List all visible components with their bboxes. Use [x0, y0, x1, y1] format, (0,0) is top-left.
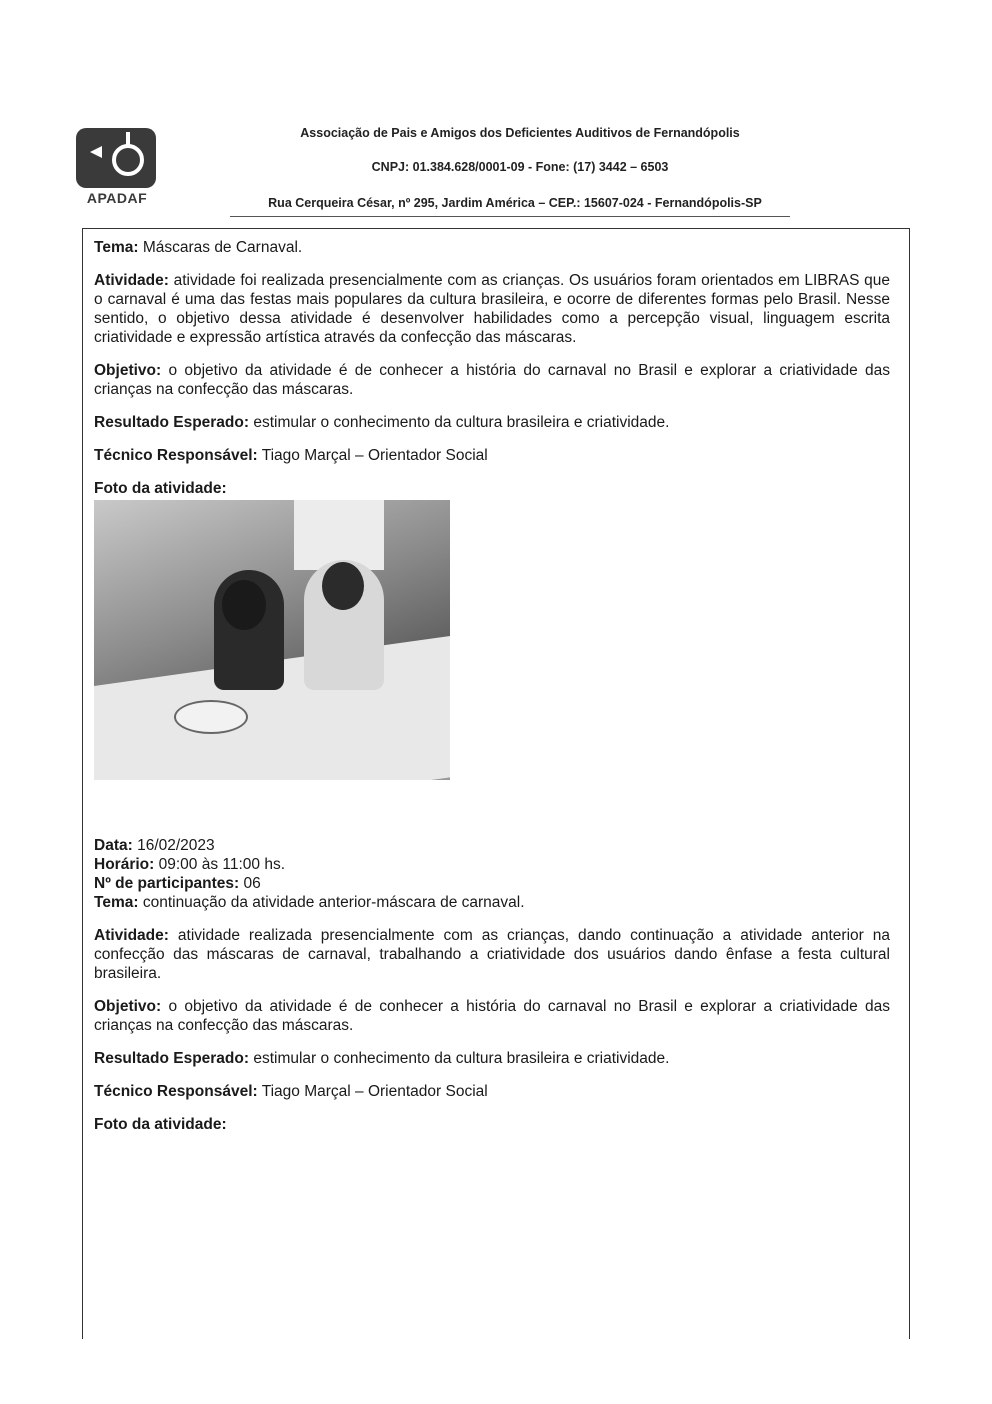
tema-line — [94, 238, 890, 257]
report-content — [94, 238, 890, 1134]
data-line — [94, 836, 890, 855]
tecnico2-label: Técnico Responsável: — [94, 1083, 258, 1100]
header-divider — [230, 216, 790, 217]
participantes-line — [94, 874, 890, 893]
horario-line — [94, 855, 890, 874]
resultado2-line — [94, 1049, 890, 1068]
participantes-label: Nº de participantes: — [94, 875, 240, 892]
atividade-paragraph — [94, 271, 890, 347]
atividade2-label: Atividade: — [94, 927, 169, 944]
tecnico2-line — [94, 1082, 890, 1101]
foto2-label: Foto da atividade: — [94, 1116, 227, 1133]
objetivo-label: Objetivo: — [94, 362, 162, 379]
objetivo-value: o objetivo da atividade é de conhecer a história do carnaval no Brasil e explorar a criatividade das crianças na confecção das máscaras. — [94, 362, 890, 398]
letterhead — [70, 120, 810, 230]
org-cnpj-phone: CNPJ: 01.384.628/0001-09 - Fone: (17) 3442 – 6503 — [371, 160, 669, 174]
logo-text: APADAF — [86, 190, 148, 206]
tema2-line — [94, 893, 890, 912]
horario-label: Horário: — [94, 856, 155, 873]
atividade2-value: atividade realizada presencialmente com as crianças, dando continuação a atividade anterior na confecção das máscaras de carnaval, trabalhando a criatividade dos usuários dando ênfase a festa cultural brasileira. — [94, 927, 890, 982]
resultado2-label: Resultado Esperado: — [94, 1050, 250, 1067]
resultado-label: Resultado Esperado: — [94, 414, 250, 431]
logo-emblem-icon — [76, 128, 156, 188]
atividade-label: Atividade: — [94, 272, 169, 289]
foto-line — [94, 479, 890, 498]
activity-2 — [94, 836, 890, 1134]
resultado-line — [94, 413, 890, 432]
carnival-mask-icon — [174, 700, 248, 734]
tecnico-value: Tiago Marçal – Orientador Social — [257, 447, 488, 464]
tema2-value: continuação da atividade anterior-máscara de carnaval. — [138, 894, 525, 911]
resultado-value: estimular o conhecimento da cultura brasileira e criatividade. — [249, 414, 670, 431]
atividade-value: atividade foi realizada presencialmente com as crianças. Os usuários foram orientados em LIBRAS que o carnaval é uma das festas mais populares da cultura brasileira, e ocorre de diferentes formas pelo Brasil. Nesse sentido, o objetivo dessa atividade é desenvolver habilidades como a percepção visual, linguagem escrita criatividade e expressão artística através da confecção das máscaras. — [94, 272, 890, 346]
tema2-label: Tema: — [94, 894, 139, 911]
tecnico-line — [94, 446, 890, 465]
objetivo2-paragraph — [94, 997, 890, 1035]
tema-value: Máscaras de Carnaval. — [138, 239, 303, 256]
org-name: Associação de Pais e Amigos dos Deficientes Auditivos de Fernandópolis — [300, 126, 740, 140]
tecnico-label: Técnico Responsável: — [94, 447, 258, 464]
tema-label: Tema: — [94, 239, 139, 256]
activity-photo — [94, 500, 450, 780]
apadaf-logo — [70, 128, 162, 208]
objetivo2-label: Objetivo: — [94, 998, 162, 1015]
objetivo2-value: o objetivo da atividade é de conhecer a história do carnaval no Brasil e explorar a criatividade das crianças na confecção das máscaras. — [94, 998, 890, 1034]
horario-value: 09:00 às 11:00 hs. — [154, 856, 285, 873]
resultado2-value: estimular o conhecimento da cultura brasileira e criatividade. — [249, 1050, 670, 1067]
objetivo-paragraph — [94, 361, 890, 399]
atividade2-paragraph — [94, 926, 890, 983]
participantes-value: 06 — [239, 875, 261, 892]
foto2-line — [94, 1115, 890, 1134]
tecnico2-value: Tiago Marçal – Orientador Social — [257, 1083, 488, 1100]
data-label: Data: — [94, 837, 133, 854]
org-address: Rua Cerqueira César, nº 295, Jardim América – CEP.: 15607-024 - Fernandópolis-SP — [268, 196, 762, 210]
data-value: 16/02/2023 — [132, 837, 215, 854]
foto-label: Foto da atividade: — [94, 480, 227, 497]
